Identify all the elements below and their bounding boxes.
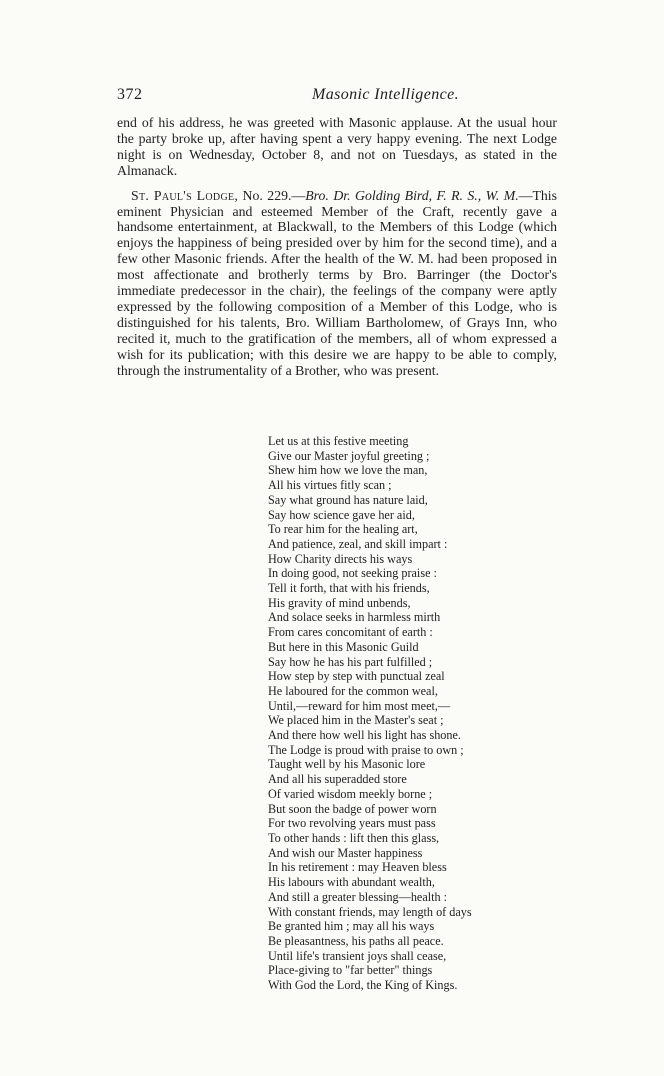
poem-line: To rear him for the healing art,: [268, 522, 418, 537]
poem-line: And solace seeks in harmless mirth: [268, 610, 441, 625]
brother-name: Bro. Dr. Golding Bird, F. R. S., W. M.: [305, 187, 519, 203]
poem-line: We placed him in the Master's seat ;: [268, 713, 444, 728]
poem-line: All his virtues fitly scan ;: [268, 478, 392, 493]
poem-line: Say how science gave her aid,: [268, 507, 415, 522]
poem-line: And all his superadded store: [268, 772, 407, 787]
poem-line: Taught well by his Masonic lore: [268, 757, 426, 772]
poem-line: Be granted him ; may all his ways: [268, 919, 435, 934]
poem-line: Give our Master joyful greeting ;: [268, 448, 430, 463]
poem-line: Until life's transient joys shall cease,: [268, 948, 447, 963]
paragraph-st-pauls-lodge: [117, 188, 557, 379]
poem-line: In his retirement : may Heaven bless: [268, 860, 447, 875]
lodge-name: St. Paul's Lodge,: [131, 187, 239, 203]
poem-line: Place-giving to "far better" things: [268, 963, 433, 978]
poem-line: And still a greater blessing—health :: [268, 889, 448, 904]
poem-line: But soon the badge of power worn: [268, 801, 437, 816]
poem-line: Shew him how we love the man,: [268, 463, 428, 478]
page-number: 372: [117, 86, 143, 103]
poem-line: How Charity directs his ways: [268, 551, 413, 566]
poem-line: He laboured for the common weal,: [268, 683, 438, 698]
article-body: [117, 115, 557, 379]
poem-line: With God the Lord, the King of Kings.: [268, 978, 458, 993]
poem-line: Say what ground has nature laid,: [268, 492, 428, 507]
poem-line: Until,—reward for him most meet,—: [268, 698, 451, 713]
lodge-number: No. 229.—: [238, 187, 306, 203]
poem-line: To other hands : lift then this glass,: [268, 830, 440, 845]
poem-line: Of varied wisdom meekly borne ;: [268, 786, 433, 801]
poem-line: Tell it forth, that with his friends,: [268, 581, 430, 596]
poem-line: In doing good, not seeking praise :: [268, 566, 437, 581]
paragraph-continuation: end of his address, he was greeted with Masonic applause. At the usual hour the party broke up, after having spent a very happy evening. The next Lodge night is on Wednesday, October 8, and not on Tuesdays, as stated in the Almanack.: [117, 115, 557, 178]
poem-line: His labours with abundant wealth,: [268, 875, 435, 890]
paragraph-text: —This eminent Physician and esteemed Member of the Craft, recently gave a handsome entertainment, at Blackwall, to the Members of this Lodge (which enjoys the happiness of being presided over by him for the second time), and a few other Masonic friends. After the health of the W. M. had been proposed in most affectionate and brotherly terms by Bro. Barringer (the Doctor's immediate predecessor in the chair), the feelings of the company were aptly expressed by the following composition of a Member of this Lodge, who is distinguished for his talents, Bro. William Bartholomew, of Grays Inn, who recited it, much to the gratification of the members, all of whom expressed a wish for its publication; with this desire we are happy to be able to comply, through the instrumentality of a Brother, who was present.: [117, 187, 558, 378]
poem-line: Be pleasantness, his paths all peace.: [268, 933, 444, 948]
page-header: [117, 86, 557, 110]
poem-line: With constant friends, may length of days: [268, 904, 472, 919]
poem-line: But here in this Masonic Guild: [268, 639, 419, 654]
running-title: Masonic Intelligence.: [312, 86, 460, 103]
poem-line: Say how he has his part fulfilled ;: [268, 654, 433, 669]
poem-line: Let us at this festive meeting: [268, 434, 409, 448]
poem-line: And there how well his light has shone.: [268, 728, 461, 743]
poem-line: And patience, zeal, and skill impart :: [268, 536, 448, 551]
poem-line: The Lodge is proud with praise to own ;: [268, 742, 464, 757]
poem: [268, 434, 558, 993]
poem-line: How step by step with punctual zeal: [268, 669, 445, 684]
poem-line: For two revolving years must pass: [268, 816, 436, 831]
poem-line: His gravity of mind unbends,: [268, 595, 411, 610]
poem-line: And wish our Master happiness: [268, 845, 423, 860]
poem-line: From cares concomitant of earth :: [268, 625, 433, 640]
